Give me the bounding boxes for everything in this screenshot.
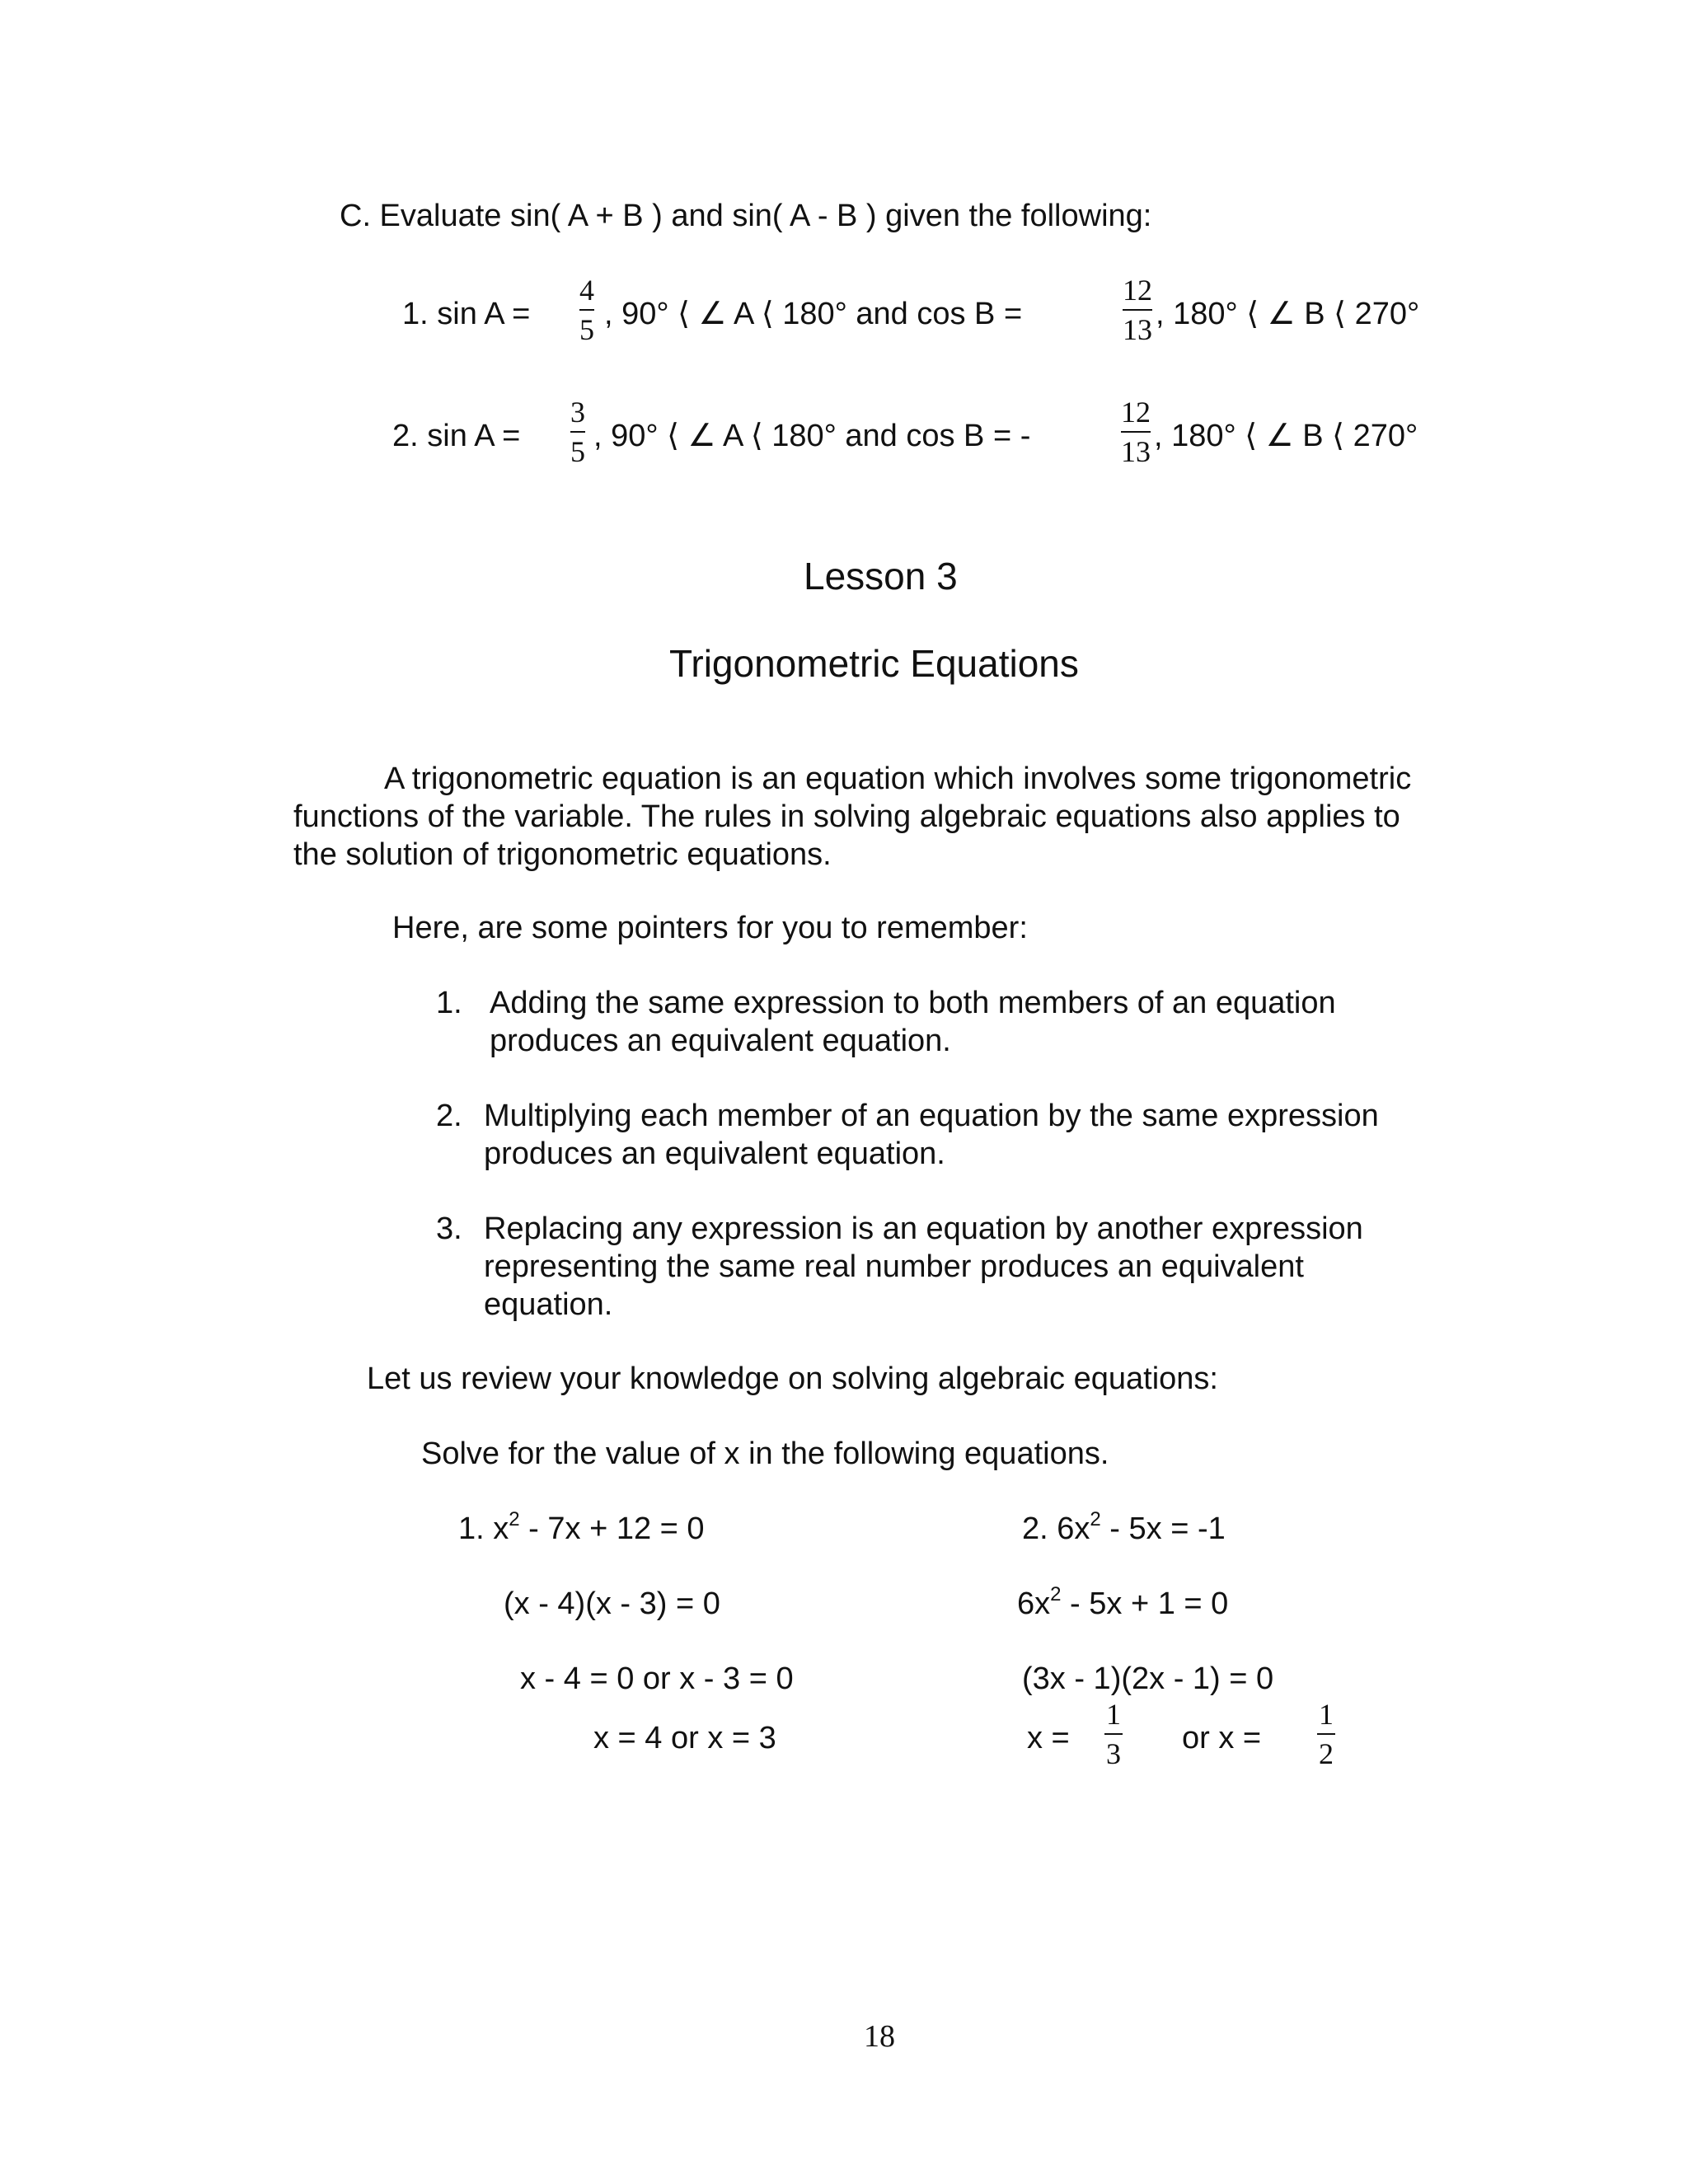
example2-line-1-base: 2. 6x	[1022, 1511, 1090, 1546]
pointer-3-line-2: representing the same real number produces an equivalent	[484, 1249, 1304, 1284]
fraction-denominator: 5	[570, 435, 585, 468]
fraction-numerator: 12	[1121, 396, 1151, 429]
fraction-numerator: 4	[579, 274, 594, 307]
pointer-2-number: 2.	[436, 1099, 462, 1133]
example2-fraction-one-third	[1104, 1699, 1123, 1769]
intro-line-2: functions of the variable. The rules in solving algebraic equations also applies to	[293, 799, 1400, 834]
example1-line-1-rest: - 7x + 12 = 0	[519, 1511, 705, 1546]
item2-lead: 2. sin A =	[392, 419, 521, 453]
page-number: 18	[864, 2019, 895, 2054]
item2-fraction-cos-b	[1121, 397, 1151, 466]
pointer-1-line-2: produces an equivalent equation.	[490, 1024, 951, 1058]
pointer-3-number: 3.	[436, 1212, 462, 1246]
example2-line-2-base: 6x	[1017, 1586, 1051, 1621]
fraction-denominator: 13	[1121, 435, 1151, 468]
item1-tail: , 180° ⟨ ∠ B ⟨ 270°	[1156, 297, 1420, 331]
fraction-numerator: 1	[1319, 1698, 1334, 1731]
exponent: 2	[1090, 1508, 1101, 1530]
example2-line-1-rest: - 5x = -1	[1100, 1511, 1226, 1546]
pointer-3-line-1: Replacing any expression is an equation by another expression	[484, 1212, 1363, 1246]
example2-x-label: x =	[1027, 1721, 1070, 1755]
review-intro: Let us review your knowledge on solving algebraic equations:	[367, 1361, 1218, 1396]
item2-middle: , 90° ⟨ ∠ A ⟨ 180° and cos B = -	[593, 419, 1031, 453]
fraction-denominator: 2	[1319, 1737, 1334, 1770]
solve-intro: Solve for the value of x in the following equations.	[421, 1436, 1109, 1471]
lesson-title: Trigonometric Equations	[669, 642, 1079, 685]
pointer-1-line-1: Adding the same expression to both members of an equation	[490, 986, 1336, 1020]
intro-line-3: the solution of trigonometric equations.	[293, 837, 832, 872]
fraction-numerator: 3	[570, 396, 585, 429]
item1-lead: 1. sin A =	[402, 297, 531, 331]
exponent: 2	[509, 1508, 520, 1530]
fraction-numerator: 12	[1123, 274, 1152, 307]
item2-fraction-sin-a	[570, 397, 585, 466]
example2-or-label: or x =	[1182, 1721, 1262, 1755]
example2-line-3: (3x - 1)(2x - 1) = 0	[1022, 1661, 1274, 1696]
pointers-intro: Here, are some pointers for you to remember:	[392, 911, 1028, 945]
exponent: 2	[1050, 1583, 1062, 1605]
example2-line-2-rest: - 5x + 1 = 0	[1061, 1586, 1229, 1621]
pointer-1-number: 1.	[436, 986, 462, 1020]
lesson-number: Lesson 3	[804, 555, 958, 598]
fraction-numerator: 1	[1106, 1698, 1121, 1731]
item1-fraction-cos-b	[1123, 275, 1152, 344]
fraction-denominator: 3	[1106, 1737, 1121, 1770]
example1-line-1	[458, 1508, 705, 1546]
example1-line-2: (x - 4)(x - 3) = 0	[504, 1586, 720, 1621]
pointer-2-line-1: Multiplying each member of an equation by the same expression	[484, 1099, 1379, 1133]
pointer-3-line-3: equation.	[484, 1287, 613, 1322]
example2-fraction-one-half	[1317, 1699, 1335, 1769]
section-c-heading: C. Evaluate sin( A + B ) and sin( A - B ) given the following:	[340, 199, 1152, 233]
fraction-denominator: 13	[1123, 313, 1152, 346]
example2-line-2	[1017, 1583, 1229, 1621]
item2-tail: , 180° ⟨ ∠ B ⟨ 270°	[1154, 419, 1418, 453]
example1-line-1-base: 1. x	[458, 1511, 509, 1546]
intro-line-1: A trigonometric equation is an equation which involves some trigonometric	[384, 762, 1412, 796]
item1-middle: , 90° ⟨ ∠ A ⟨ 180° and cos B =	[604, 297, 1023, 331]
example2-line-1	[1022, 1508, 1226, 1546]
example1-line-4: x = 4 or x = 3	[593, 1721, 776, 1755]
fraction-denominator: 5	[579, 313, 594, 346]
example1-line-3: x - 4 = 0 or x - 3 = 0	[520, 1661, 794, 1696]
item1-fraction-sin-a	[579, 275, 594, 344]
pointer-2-line-2: produces an equivalent equation.	[484, 1137, 945, 1171]
